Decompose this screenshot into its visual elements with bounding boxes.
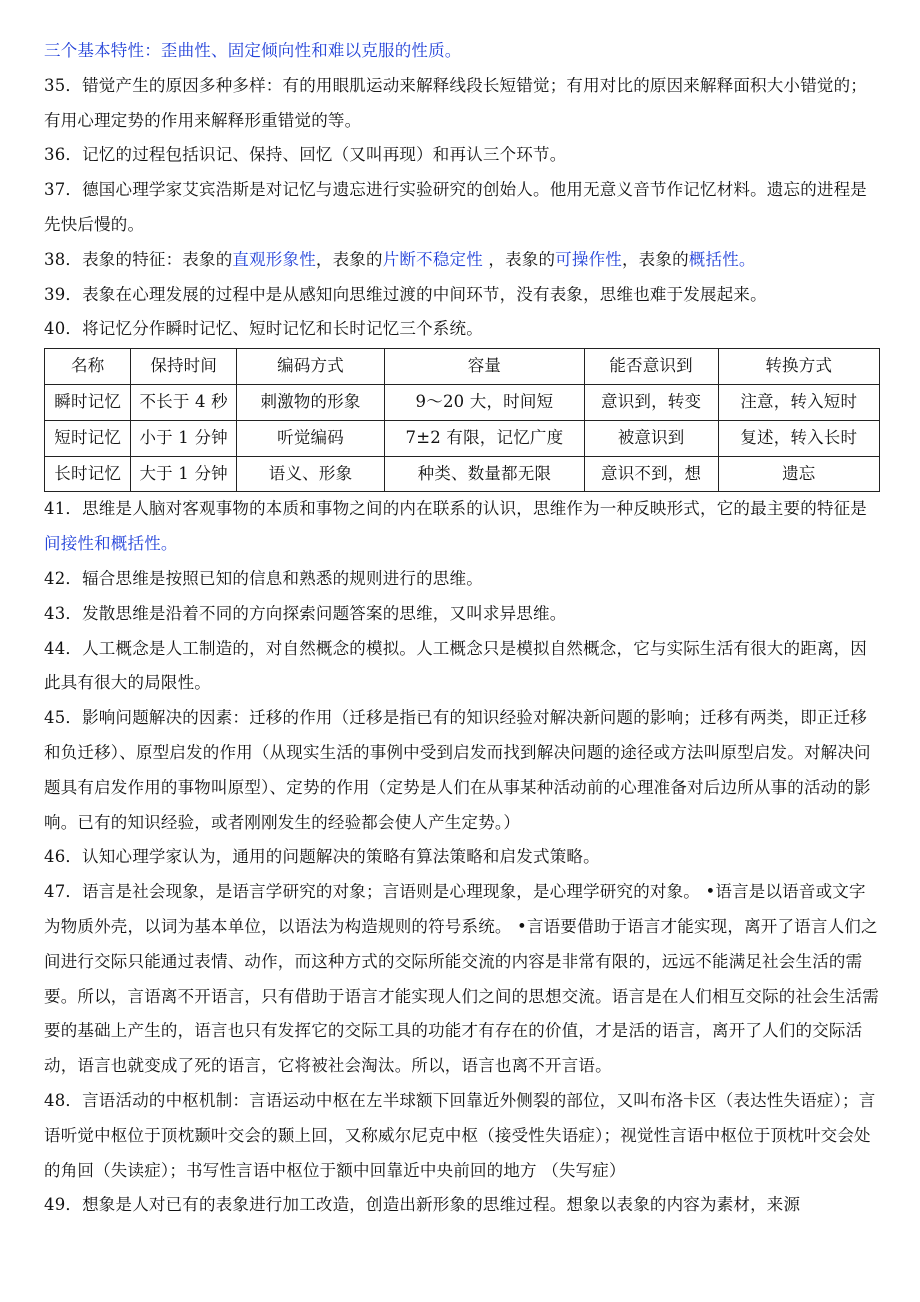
item-38-text-4: ，表象的 [621, 249, 689, 269]
table-header-row [45, 349, 880, 385]
item-46: 46．认知心理学家认为，通用的问题解决的策略有算法策略和启发式策略。 [44, 847, 600, 867]
table-cell: 意识不到，想 [584, 456, 718, 492]
table-cell: 9～20 大，时间短 [385, 384, 585, 420]
table-cell: 大于 1 分钟 [131, 456, 237, 492]
item-47: 47．语言是社会现象，是语言学研究的对象；言语则是心理现象，是心理学研究的对象。 •语言是以语音或文字为物质外壳，以词为基本单位，以语法为构造规则的符号系统。 •言语要借助于语言才能实现，离开了语言人们之间进行交际只能通过表情、动作，而这种方式的交际所能交流的内容是非常有限的，远远不能满足社会生活的需要。所以，言语离不开语言，只有借助于语言才能实现人们之间的思想交流。语言是在人们相互交际的社会生活需要的基础上产生的，语言也只有发挥它的交际工具的功能才有存在的价值，才是活的语言，离开了人们的交际活动，语言也就变成了死的语言，它将被社会淘汰。所以，语言也离不开言语。 [44, 882, 879, 1076]
item-38 [44, 243, 880, 278]
table-cell: 长时记忆 [45, 456, 131, 492]
table-header-cell: 名称 [45, 349, 131, 385]
table-cell: 不长于 4 秒 [131, 384, 237, 420]
item-48: 48．言语活动的中枢机制：言语运动中枢在左半球额下回靠近外侧裂的部位，又叫布洛卡区（表达性失语症）；言语听觉中枢位于顶枕颞叶交会的颞上回，又称威尔尼克中枢（接受性失语症）；视觉性言语中枢位于顶枕叶交会处的角回（失读症）；书写性言语中枢位于额中回靠近中央前回的地方 （失写症） [44, 1090, 876, 1180]
item-45: 45．影响问题解决的因素：迁移的作用（迁移是指已有的知识经验对解决新问题的影响；迁移有两类，即正迁移和负迁移）、原型启发的作用（从现实生活的事例中受到启发而找到解决问题的途径或方法叫原型启发。对解决问题具有启发作用的事物叫原型）、定势的作用（定势是人们在从事某种活动前的心理准备对后边所从事的活动的影响。已有的知识经验，或者刚刚发生的经验都会使人产生定势。） [44, 708, 871, 832]
table-cell: 7±2 有限，记忆广度 [385, 420, 585, 456]
item-38-highlight-4: 概括性。 [688, 249, 756, 269]
table-header-cell: 保持时间 [131, 349, 237, 385]
table-row [45, 420, 880, 456]
item-43: 43．发散思维是沿着不同的方向探索问题答案的思维，又叫求异思维。 [44, 603, 567, 623]
table-cell: 种类、数量都无限 [385, 456, 585, 492]
table-cell: 瞬时记忆 [45, 384, 131, 420]
table-cell: 小于 1 分钟 [131, 420, 237, 456]
item-35: 35．错觉产生的原因多种多样：有的用眼肌运动来解释线段长短错觉；有用对比的原因来解释面积大小错觉的；有用心理定势的作用来解释形重错觉的等。 [44, 75, 867, 130]
item-44: 44．人工概念是人工制造的，对自然概念的模拟。人工概念只是模拟自然概念，它与实际生活有很大的距离，因此具有很大的局限性。 [44, 638, 867, 693]
table-header-cell: 能否意识到 [584, 349, 718, 385]
table-cell: 刺激物的形象 [236, 384, 384, 420]
item-38-text-2: ，表象的 [315, 249, 383, 269]
item-38-text-3: ，表象的 [482, 249, 556, 269]
item-37: 37．德国心理学家艾宾浩斯是对记忆与遗忘进行实验研究的创始人。他用无意义音节作记忆材料。遗忘的进程是先快后慢的。 [44, 180, 867, 234]
table-row [45, 456, 880, 492]
table-cell: 听觉编码 [236, 420, 384, 456]
item-39: 39．表象在心理发展的过程中是从感知向思维过渡的中间环节，没有表象，思维也难于发展起来。 [44, 284, 767, 304]
item-41-highlight: 间接性和概括性。 [44, 534, 178, 554]
item-41-text: 41．思维是人脑对客观事物的本质和事物之间的内在联系的认识，思维作为一种反映形式，它的最主要的特征是 [44, 499, 867, 519]
item-38-highlight-3: 可操作性 [555, 249, 622, 269]
document-page [44, 34, 880, 1223]
table-cell: 短时记忆 [45, 420, 131, 456]
item-40: 40．将记忆分作瞬时记忆、短时记忆和长时记忆三个系统。 [44, 319, 483, 339]
table-row [45, 384, 880, 420]
table-cell: 注意，转入短时 [718, 384, 879, 420]
memory-systems-table [44, 348, 880, 492]
item-38-text-1: 38．表象的特征：表象的 [44, 249, 233, 269]
item-38-highlight-2: 片断不稳定性 [382, 249, 483, 269]
table-header-cell: 编码方式 [236, 349, 384, 385]
item-41 [44, 492, 880, 562]
table-cell: 被意识到 [584, 420, 718, 456]
table-header-cell: 转换方式 [718, 349, 879, 385]
item-36: 36．记忆的过程包括识记、保持、回忆（又叫再现）和再认三个环节。 [44, 145, 567, 165]
table-cell: 意识到，转变 [584, 384, 718, 420]
item-38-highlight-1: 直观形象性 [232, 249, 316, 269]
table-cell: 复述，转入长时 [718, 420, 879, 456]
item-49: 49．想象是人对已有的表象进行加工改造，创造出新形象的思维过程。想象以表象的内容为素材，来源 [44, 1195, 801, 1215]
item-42: 42．辐合思维是按照已知的信息和熟悉的规则进行的思维。 [44, 568, 483, 588]
table-header-cell: 容量 [385, 349, 585, 385]
table-cell: 语义、形象 [236, 456, 384, 492]
paragraph-continued: 三个基本特性：歪曲性、固定倾向性和难以克服的性质。 [44, 41, 462, 60]
table-cell: 遗忘 [718, 456, 879, 492]
